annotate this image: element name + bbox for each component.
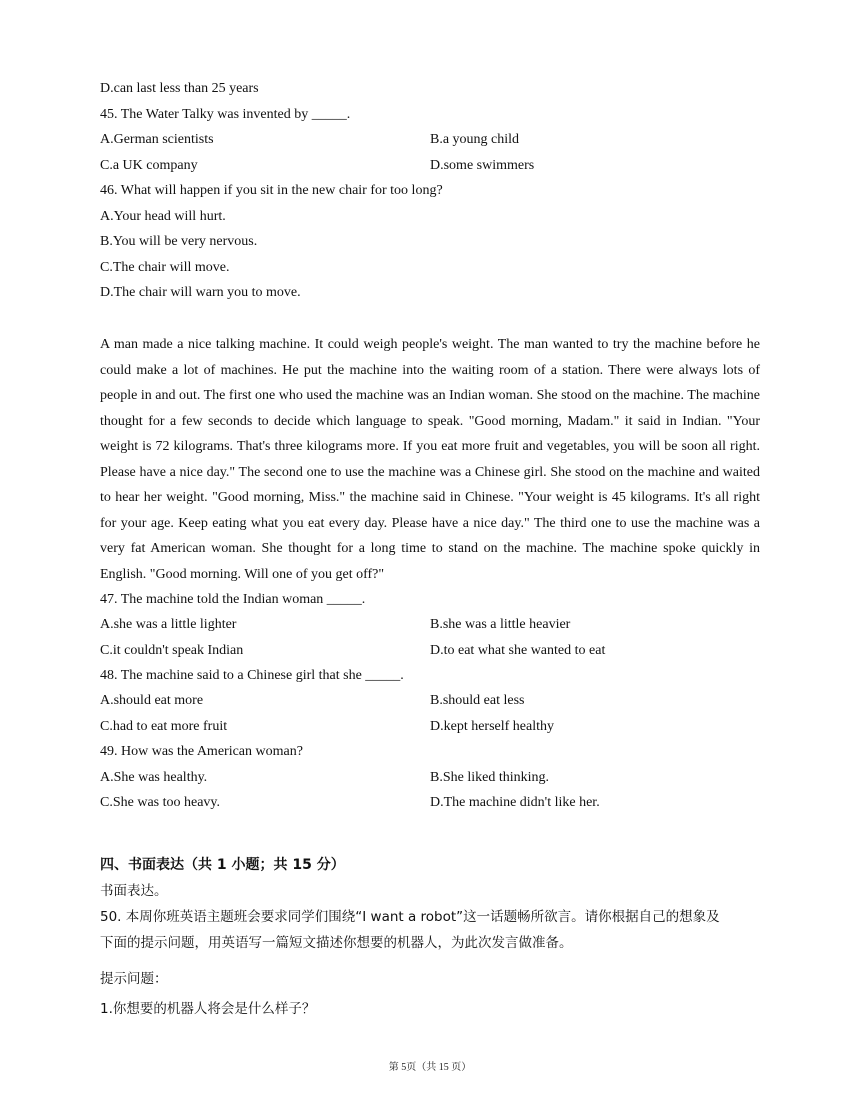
q50-line-1: 50. 本周你班英语主题班会要求同学们围绕“I want a robot”这一话题畅所欲言。请你根据自己的想象及 [100, 909, 720, 925]
q47-option-d: D.to eat what she wanted to eat [430, 643, 606, 658]
page-footer: 第 5页（共 15 页） [388, 1062, 472, 1073]
q49-option-d: D.The machine didn't like her. [430, 795, 600, 810]
q47-question: 47. The machine told the Indian woman _____. [100, 592, 366, 607]
section-heading: 四、书面表达（共 1 小题；共 15 分） [100, 857, 345, 873]
q47-option-b: B.she was a little heavier [430, 617, 571, 632]
q48-option-d: D.kept herself healthy [430, 719, 555, 734]
q47-option-c: C.it couldn't speak Indian [100, 643, 244, 658]
q48-option-b: B.should eat less [430, 693, 525, 708]
q46-option-c: C.The chair will move. [100, 260, 230, 275]
q45-option-a: A.German scientists [100, 132, 214, 147]
q45-option-d: D.some swimmers [430, 158, 535, 173]
q45-option-b: B.a young child [430, 132, 520, 147]
q47-option-a: A.she was a little lighter [100, 617, 237, 632]
q49-option-c: C.She was too heavy. [100, 795, 221, 810]
q50-line-2: 下面的提示问题，用英语写一篇短文描述你想要的机器人，为此次发言做准备。 [100, 935, 573, 951]
q46-option-d: D.The chair will warn you to move. [100, 285, 301, 300]
q45-option-c: C.a UK company [100, 158, 198, 173]
q49-option-b: B.She liked thinking. [430, 770, 549, 785]
prompt-label: 提示问题： [100, 971, 168, 987]
q48-question: 48. The machine said to a Chinese girl that she _____. [100, 668, 404, 683]
section-label: 书面表达。 [100, 883, 168, 899]
prompt-item-1: 1.你想要的机器人将会是什么样子？ [100, 1001, 316, 1017]
q45-question: 45. The Water Talky was invented by _____. [100, 107, 351, 122]
q49-question: 49. How was the American woman? [100, 744, 303, 759]
q48-option-c: C.had to eat more fruit [100, 719, 228, 734]
reading-passage: A man made a nice talking machine. It could weigh people's weight. The man wanted to try the machine before he could make a lot of machines. He put the machine into the waiting room of a station. There were always lots of people in and out. The first one who used the machine was an Indian woman. She stood on the machine. The machine thought for a few seconds to decide which language to speak. "Good morning, Madam." it said in Indian. "Your weight is 72 kilograms. That's three kilograms more. If you eat more fruit and vegetables, you will be soon all right. Please have a nice day." The second one to use the machine was a Chinese girl. She stood on the machine and waited to hear her weight. "Good morning, Miss." the machine said in Chinese. "Your weight is 45 kilograms. It's all right for your age. Keep eating what you eat every day. Please have a nice day." The third one to use the machine was a very fat American woman. She thought for a long time to stand on the machine. The machine spoke quickly in English. "Good morning. Will one of you get off?" [100, 337, 760, 582]
q46-option-b: B.You will be very nervous. [100, 234, 258, 249]
q46-question: 46. What will happen if you sit in the new chair for too long? [100, 183, 443, 198]
q46-option-a: A.Your head will hurt. [100, 209, 226, 224]
q49-option-a: A.She was healthy. [100, 770, 208, 785]
q44-option-d: D.can last less than 25 years [100, 81, 259, 96]
q48-option-a: A.should eat more [100, 693, 204, 708]
